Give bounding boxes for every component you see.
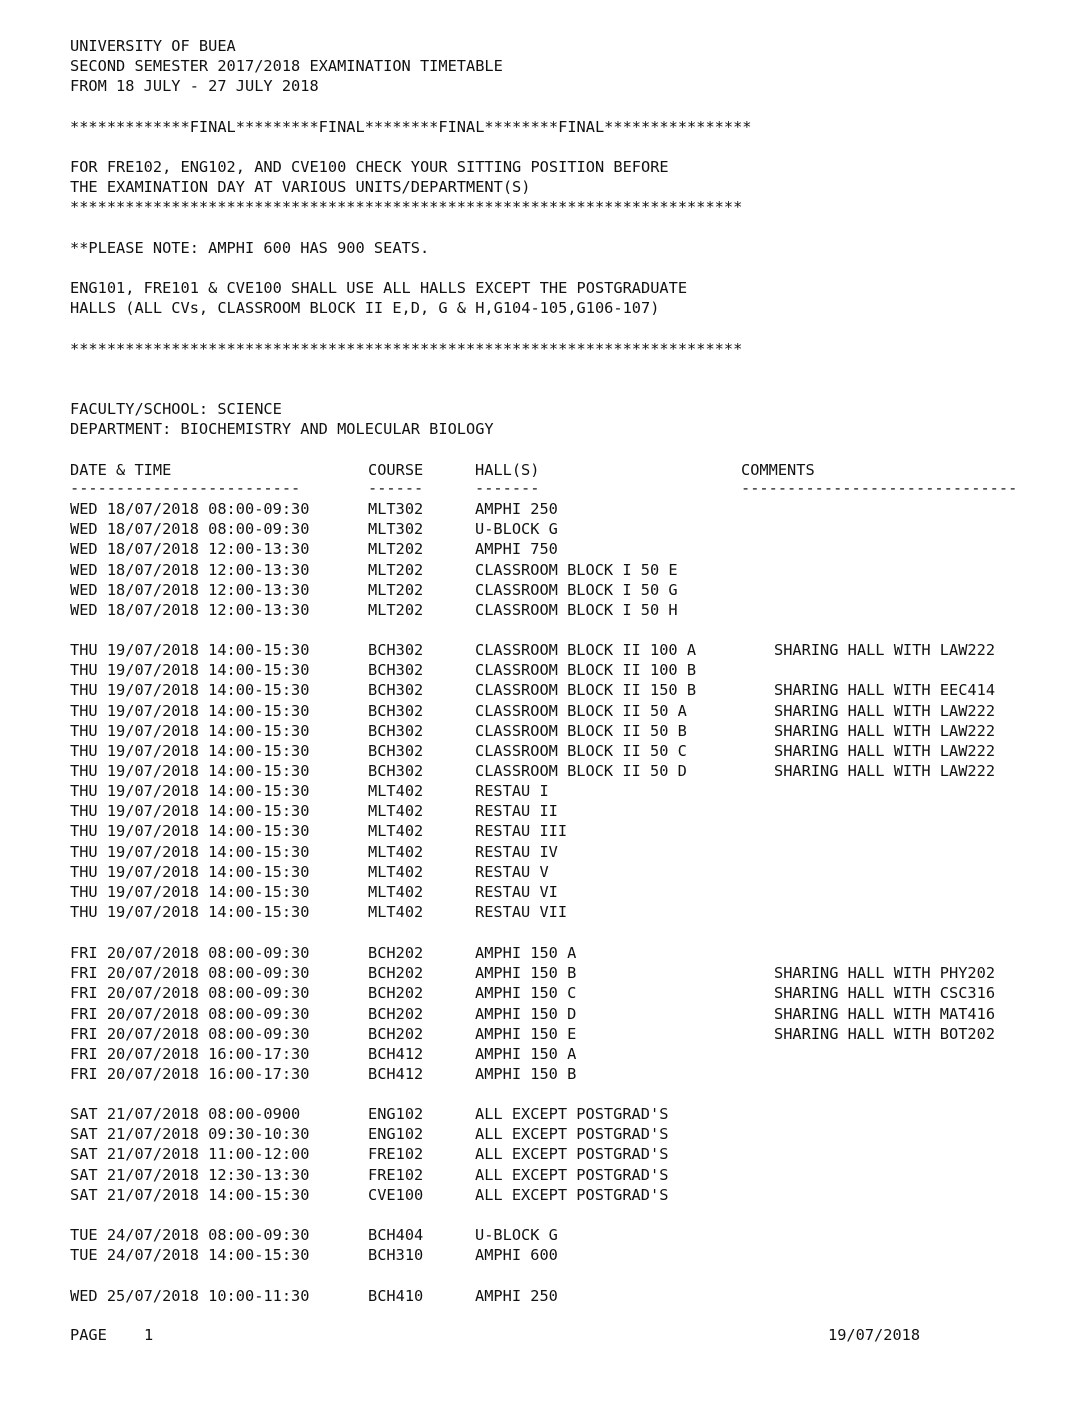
row-hall: ALL EXCEPT POSTGRAD'S — [475, 1125, 669, 1144]
table-row — [0, 1225, 1088, 1245]
row-course: MLT302 — [368, 520, 424, 539]
row-date-time: SAT 21/07/2018 09:30-10:30 — [70, 1125, 310, 1144]
table-row — [0, 821, 1088, 841]
row-course: BCH202 — [368, 964, 424, 983]
date-range: FROM 18 JULY - 27 JULY 2018 — [70, 77, 319, 95]
row-hall: AMPHI 150 A — [475, 1044, 577, 1063]
row-date-time: SAT 21/07/2018 14:00-15:30 — [70, 1185, 310, 1204]
row-date-time: THU 19/07/2018 14:00-15:30 — [70, 741, 310, 760]
row-hall: AMPHI 750 — [475, 540, 558, 559]
row-course: BCH302 — [368, 641, 424, 659]
row-hall: AMPHI 250 — [475, 1287, 558, 1305]
row-course: BCH202 — [368, 1004, 424, 1023]
faculty-label: FACULTY/SCHOOL: SCIENCE — [70, 400, 282, 418]
table-row — [0, 519, 1088, 539]
page-number: 1 — [144, 1326, 154, 1344]
halls-notice-line-2: HALLS (ALL CVs, CLASSROOM BLOCK II E,D, G & H,G104-105,G106-107) — [70, 299, 660, 317]
row-course: BCH202 — [368, 984, 424, 1003]
table-row — [0, 600, 1088, 620]
row-hall: CLASSROOM BLOCK II 50 B — [475, 721, 687, 740]
table-row — [0, 580, 1088, 600]
table-row — [0, 761, 1088, 781]
row-date-time: THU 19/07/2018 14:00-15:30 — [70, 903, 310, 921]
row-date-time: FRI 20/07/2018 08:00-09:30 — [70, 984, 310, 1003]
row-course: MLT402 — [368, 882, 424, 901]
row-date-time: FRI 20/07/2018 08:00-09:30 — [70, 944, 310, 962]
row-hall: U-BLOCK G — [475, 1226, 558, 1244]
row-comment: SHARING HALL WITH CSC316 — [774, 984, 996, 1003]
table-row — [0, 680, 1088, 700]
table-row — [0, 1144, 1088, 1164]
university-name: UNIVERSITY OF BUEA — [70, 37, 236, 55]
row-course: MLT202 — [368, 600, 424, 619]
row-hall: CLASSROOM BLOCK I 50 H — [475, 600, 678, 619]
row-hall: RESTAU VI — [475, 882, 558, 901]
table-row — [0, 801, 1088, 821]
table-row — [0, 1165, 1088, 1185]
row-course: CVE100 — [368, 1185, 424, 1204]
header-date-time: DATE & TIME — [70, 461, 172, 479]
table-row — [0, 781, 1088, 801]
notice-line-1: FOR FRE102, ENG102, AND CVE100 CHECK YOUR SITTING POSITION BEFORE — [70, 158, 669, 176]
row-date-time: WED 25/07/2018 10:00-11:30 — [70, 1287, 310, 1305]
table-row — [0, 539, 1088, 559]
row-hall: AMPHI 150 D — [475, 1004, 577, 1023]
row-comment: SHARING HALL WITH LAW222 — [774, 761, 996, 780]
row-date-time: WED 18/07/2018 12:00-13:30 — [70, 600, 310, 619]
header-comments: COMMENTS — [741, 461, 815, 479]
row-hall: CLASSROOM BLOCK II 100 A — [475, 641, 697, 659]
stars-divider: ************************************************************************* — [70, 340, 743, 358]
table-row — [0, 862, 1088, 882]
row-course: BCH302 — [368, 721, 424, 740]
row-course: MLT202 — [368, 560, 424, 579]
row-comment: SHARING HALL WITH EEC414 — [774, 681, 996, 700]
notice-line-2: THE EXAMINATION DAY AT VARIOUS UNITS/DEPARTMENT(S) — [70, 178, 531, 196]
row-hall: CLASSROOM BLOCK II 150 B — [475, 681, 697, 700]
header-course: COURSE — [368, 461, 424, 479]
row-date-time: FRI 20/07/2018 16:00-17:30 — [70, 1064, 310, 1083]
row-date-time: FRI 20/07/2018 08:00-09:30 — [70, 1024, 310, 1043]
row-course: BCH302 — [368, 701, 424, 720]
row-date-time: SAT 21/07/2018 11:00-12:00 — [70, 1145, 310, 1164]
header-halls: HALL(S) — [475, 461, 540, 479]
row-course: FRE102 — [368, 1145, 424, 1164]
row-date-time: THU 19/07/2018 14:00-15:30 — [70, 661, 310, 680]
row-course: BCH302 — [368, 761, 424, 780]
row-comment: SHARING HALL WITH LAW222 — [774, 741, 996, 760]
row-date-time: FRI 20/07/2018 16:00-17:30 — [70, 1044, 310, 1063]
row-hall: ALL EXCEPT POSTGRAD'S — [475, 1185, 669, 1204]
row-comment: SHARING HALL WITH PHY202 — [774, 964, 996, 983]
row-date-time: TUE 24/07/2018 14:00-15:30 — [70, 1246, 310, 1265]
table-row — [0, 640, 1088, 660]
row-hall: AMPHI 150 E — [475, 1024, 577, 1043]
row-date-time: THU 19/07/2018 14:00-15:30 — [70, 782, 310, 800]
row-comment: SHARING HALL WITH MAT416 — [774, 1004, 996, 1023]
row-course: BCH202 — [368, 1024, 424, 1043]
row-hall: AMPHI 150 A — [475, 944, 577, 962]
table-row — [0, 721, 1088, 741]
row-comment: SHARING HALL WITH LAW222 — [774, 701, 996, 720]
row-date-time: THU 19/07/2018 14:00-15:30 — [70, 862, 310, 881]
table-row — [0, 1044, 1088, 1064]
document-title: SECOND SEMESTER 2017/2018 EXAMINATION TIMETABLE — [70, 57, 503, 75]
final-banner: *************FINAL*********FINAL********FINAL********FINAL**************** — [70, 118, 752, 136]
row-date-time: THU 19/07/2018 14:00-15:30 — [70, 641, 310, 659]
table-row — [0, 963, 1088, 983]
row-course: MLT202 — [368, 540, 424, 559]
row-date-time: THU 19/07/2018 14:00-15:30 — [70, 681, 310, 700]
row-hall: CLASSROOM BLOCK I 50 E — [475, 560, 678, 579]
row-date-time: THU 19/07/2018 14:00-15:30 — [70, 802, 310, 821]
row-hall: RESTAU II — [475, 802, 558, 821]
table-row — [0, 499, 1088, 519]
row-hall: CLASSROOM BLOCK II 50 A — [475, 701, 687, 720]
row-course: BCH310 — [368, 1246, 424, 1265]
underline-comments: ------------------------------ — [741, 479, 1018, 497]
row-comment: SHARING HALL WITH BOT202 — [774, 1024, 996, 1043]
row-course: BCH202 — [368, 944, 424, 962]
table-row — [0, 1064, 1088, 1084]
row-course: BCH412 — [368, 1044, 424, 1063]
row-hall: AMPHI 150 C — [475, 984, 577, 1003]
row-date-time: TUE 24/07/2018 08:00-09:30 — [70, 1226, 310, 1244]
table-row — [0, 1124, 1088, 1144]
row-hall: AMPHI 150 B — [475, 964, 577, 983]
row-date-time: SAT 21/07/2018 12:30-13:30 — [70, 1165, 310, 1184]
row-hall: ALL EXCEPT POSTGRAD'S — [475, 1105, 669, 1123]
table-row — [0, 983, 1088, 1003]
row-date-time: WED 18/07/2018 12:00-13:30 — [70, 560, 310, 579]
table-row — [0, 1004, 1088, 1024]
underline-date-time: ------------------------- — [70, 479, 301, 497]
row-hall: AMPHI 250 — [475, 500, 558, 518]
row-hall: RESTAU I — [475, 782, 549, 800]
row-date-time: WED 18/07/2018 12:00-13:30 — [70, 540, 310, 559]
underline-halls: ------- — [475, 479, 540, 497]
table-row — [0, 660, 1088, 680]
row-date-time: THU 19/07/2018 14:00-15:30 — [70, 701, 310, 720]
row-hall: RESTAU III — [475, 822, 568, 841]
row-hall: RESTAU VII — [475, 903, 568, 921]
row-course: MLT302 — [368, 500, 424, 518]
table-row — [0, 842, 1088, 862]
stars-divider: ************************************************************************* — [70, 198, 743, 216]
row-date-time: THU 19/07/2018 14:00-15:30 — [70, 721, 310, 740]
row-course: BCH404 — [368, 1226, 424, 1244]
page-label: PAGE — [70, 1326, 107, 1344]
table-header-row — [0, 460, 1088, 480]
row-course: MLT402 — [368, 782, 424, 800]
row-date-time: WED 18/07/2018 08:00-09:30 — [70, 500, 310, 518]
row-date-time: THU 19/07/2018 14:00-15:30 — [70, 761, 310, 780]
table-row — [0, 902, 1088, 922]
table-row — [0, 741, 1088, 761]
row-date-time: WED 18/07/2018 08:00-09:30 — [70, 520, 310, 539]
row-hall: CLASSROOM BLOCK II 50 C — [475, 741, 687, 760]
table-row — [0, 943, 1088, 963]
table-row — [0, 1245, 1088, 1265]
print-date: 19/07/2018 — [828, 1326, 921, 1344]
table-row — [0, 882, 1088, 902]
row-course: BCH302 — [368, 741, 424, 760]
row-comment: SHARING HALL WITH LAW222 — [774, 641, 996, 659]
table-row — [0, 1024, 1088, 1044]
table-row — [0, 1185, 1088, 1205]
underline-course: ------ — [368, 479, 424, 497]
row-hall: RESTAU IV — [475, 842, 558, 861]
row-date-time: WED 18/07/2018 12:00-13:30 — [70, 580, 310, 599]
table-row — [0, 560, 1088, 580]
table-row — [0, 701, 1088, 721]
row-hall: ALL EXCEPT POSTGRAD'S — [475, 1165, 669, 1184]
row-course: BCH412 — [368, 1064, 424, 1083]
row-hall: CLASSROOM BLOCK II 100 B — [475, 661, 697, 680]
row-date-time: THU 19/07/2018 14:00-15:30 — [70, 822, 310, 841]
row-hall: CLASSROOM BLOCK I 50 G — [475, 580, 678, 599]
row-course: MLT402 — [368, 903, 424, 921]
row-hall: ALL EXCEPT POSTGRAD'S — [475, 1145, 669, 1164]
row-hall: RESTAU V — [475, 862, 549, 881]
row-hall: AMPHI 150 B — [475, 1064, 577, 1083]
row-date-time: THU 19/07/2018 14:00-15:30 — [70, 842, 310, 861]
table-header-underline — [0, 478, 1088, 498]
row-date-time: SAT 21/07/2018 08:00-0900 — [70, 1105, 301, 1123]
row-date-time: THU 19/07/2018 14:00-15:30 — [70, 882, 310, 901]
row-course: BCH410 — [368, 1287, 424, 1305]
table-row — [0, 1286, 1088, 1306]
halls-notice-line-1: ENG101, FRE101 & CVE100 SHALL USE ALL HALLS EXCEPT THE POSTGRADUATE — [70, 279, 688, 297]
department-label: DEPARTMENT: BIOCHEMISTRY AND MOLECULAR BIOLOGY — [70, 420, 494, 438]
seat-note: **PLEASE NOTE: AMPHI 600 HAS 900 SEATS. — [70, 239, 430, 257]
row-course: MLT402 — [368, 842, 424, 861]
row-course: MLT402 — [368, 862, 424, 881]
row-hall: AMPHI 600 — [475, 1246, 558, 1265]
row-date-time: FRI 20/07/2018 08:00-09:30 — [70, 1004, 310, 1023]
row-date-time: FRI 20/07/2018 08:00-09:30 — [70, 964, 310, 983]
row-course: BCH302 — [368, 681, 424, 700]
row-course: ENG102 — [368, 1105, 424, 1123]
row-course: MLT402 — [368, 802, 424, 821]
table-row — [0, 1104, 1088, 1124]
row-hall: U-BLOCK G — [475, 520, 558, 539]
row-course: FRE102 — [368, 1165, 424, 1184]
row-course: MLT402 — [368, 822, 424, 841]
row-comment: SHARING HALL WITH LAW222 — [774, 721, 996, 740]
row-course: BCH302 — [368, 661, 424, 680]
row-hall: CLASSROOM BLOCK II 50 D — [475, 761, 687, 780]
row-course: ENG102 — [368, 1125, 424, 1144]
row-course: MLT202 — [368, 580, 424, 599]
